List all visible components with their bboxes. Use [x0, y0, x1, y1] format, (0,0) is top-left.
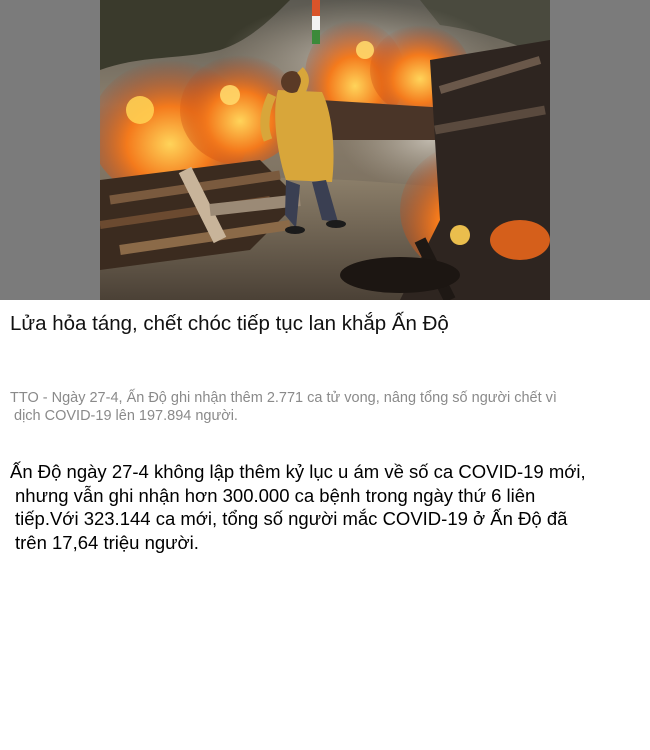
- body-line: Ấn Độ ngày 27-4 không lập thêm kỷ lục u ám về số ca COVID-19 mới,: [10, 461, 586, 482]
- sapo-line: TTO - Ngày 27-4, Ấn Độ ghi nhận thêm 2.771 ca tử vong, nâng tổng số người chết vì: [10, 390, 557, 406]
- article-sapo: [10, 389, 610, 425]
- article-body: [10, 460, 646, 554]
- body-line: nhưng vẫn ghi nhận hơn 300.000 ca bệnh trong ngày thứ 6 liên: [15, 484, 536, 506]
- cremation-fire-photo: [100, 0, 550, 300]
- hero-photo: [100, 0, 550, 300]
- body-line: tiếp.Với 323.144 ca mới, tổng số người mắc COVID-19 ở Ấn Độ đã: [15, 508, 568, 529]
- body-line: trên 17,64 triệu người.: [15, 531, 199, 553]
- article-title[interactable]: Lửa hỏa táng, chết chóc tiếp tục lan khắp Ấn Độ: [10, 312, 449, 335]
- sapo-line: dịch COVID-19 lên 197.894 người.: [14, 408, 238, 424]
